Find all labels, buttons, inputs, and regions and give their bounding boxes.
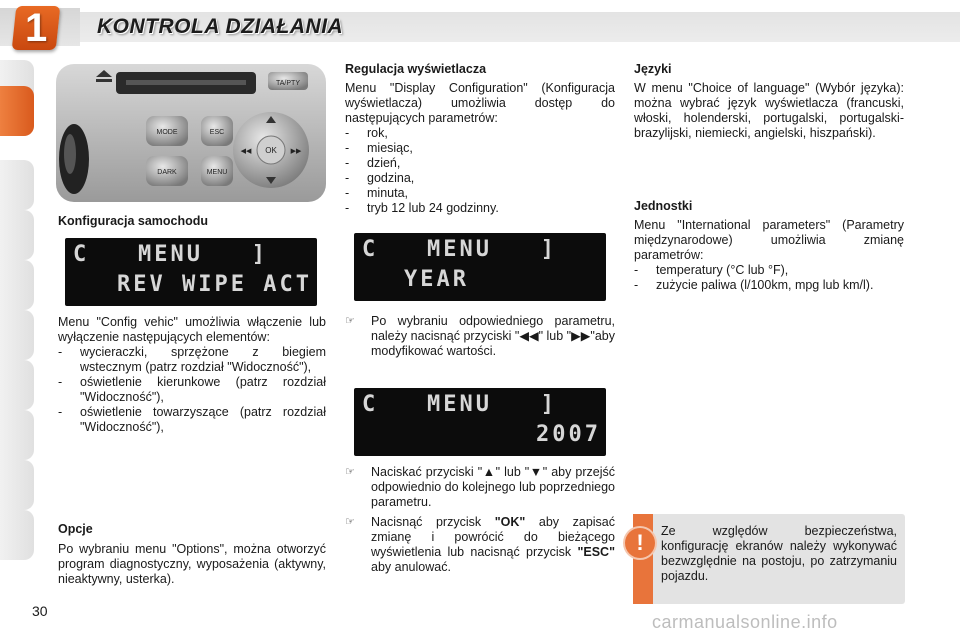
warning-text: Ze względów bezpieczeństwa, konfigurację ekranów należy wykonywać bezwzględnie na postoju, po zatrzymaniu pojazdu. <box>661 524 897 583</box>
list-item: - tryb 12 lub 24 godzinny. <box>345 201 499 215</box>
page-header <box>0 0 960 56</box>
ok-label: OK <box>265 146 277 155</box>
list-item: - dzień, <box>345 156 401 170</box>
languages-text: W menu "Choice of language" (Wybór języka): można wybrać język wyświetlacza (francuski, włoski, holenderski, portugalski, portugalski-brazylijski, niemiecki, angielski, hiszpański). <box>634 81 904 140</box>
eject-icon-base <box>96 79 112 82</box>
chapter-tab[interactable] <box>0 160 34 210</box>
warning-exclamation-icon: ! <box>625 528 655 558</box>
column-units <box>634 199 904 293</box>
options-text: Po wybraniu menu "Options", można otworzyć program diagnostyczny, wyposażenia (aktywny, nieaktywny, usterka). <box>58 542 326 586</box>
lcd-display-rev-wipe <box>65 238 317 306</box>
heading-vehicle-config: Konfiguracja samochodu <box>58 214 209 228</box>
vehicle-config-intro: Menu "Config vehic" umożliwia włączenie lub wyłączenie następujących elementów: <box>58 315 326 344</box>
heading-units: Jednostki <box>634 199 693 213</box>
watermark: carmanualsonline.info <box>652 612 838 632</box>
radio-control-panel-photo <box>56 64 326 202</box>
lcd-line-1: C MENU ] <box>362 237 557 262</box>
list-item: - miesiąc, <box>345 141 413 155</box>
list-item: - wycieraczki, sprzężone z biegiem wstecznym (patrz rozdział "Widoczność"), <box>58 345 326 374</box>
heading-options: Opcje <box>58 522 93 536</box>
chapter-badge <box>12 6 61 50</box>
units-text: Menu "International parameters" (Parametry międzynarodowe) umożliwia zmianę parametrów: <box>634 218 904 262</box>
lcd-line-2: YEAR <box>404 267 469 292</box>
instruction-modify <box>345 314 615 359</box>
instruction-bullet: ☞ Nacisnąć przycisk "OK" aby zapisać zmianę i powrócić do bieżącego wyświetlenia lub nacisnąć przycisk "ESC" aby anulować. <box>345 515 615 574</box>
list-item: - zużycie paliwa (l/100km, mpg lub km/l). <box>634 278 874 292</box>
instruction-navigate <box>345 465 615 575</box>
prev-button-label: ◀◀ <box>240 147 252 155</box>
cd-slot-inner <box>126 80 246 85</box>
lcd-line-2: REV WIPE ACT <box>117 272 312 297</box>
mode-label: MODE <box>156 129 178 136</box>
chapter-tab[interactable] <box>0 410 34 460</box>
pointing-hand-icon: ☞ <box>345 516 355 528</box>
lcd-line-1: C MENU ] <box>73 242 268 267</box>
pointing-hand-icon: ☞ <box>345 466 355 478</box>
dark-label: DARK <box>157 169 177 176</box>
pointing-hand-icon: ☞ <box>345 315 355 327</box>
list-item: - oświetlenie towarzyszące (patrz rozdział "Widoczność"), <box>58 405 326 434</box>
column-display-config <box>345 62 615 216</box>
page-title: KONTROLA DZIAŁANIA <box>97 15 344 38</box>
column-vehicle-config <box>58 214 326 229</box>
list-item: - rok, <box>345 126 388 140</box>
page-number: 30 <box>32 603 48 619</box>
display-config-intro: Menu "Display Configuration" (Konfiguracja wyświetlacza) umożliwia dostęp do następujących parametrów: <box>345 81 615 125</box>
chapter-tab[interactable] <box>0 260 34 310</box>
column-languages <box>634 62 904 141</box>
chapter-tab[interactable] <box>0 510 34 560</box>
next-button-label: ▶▶ <box>290 147 302 155</box>
lcd-display-year <box>354 233 606 301</box>
chapter-tab-active[interactable] <box>0 86 34 136</box>
chapter-tab[interactable] <box>0 360 34 410</box>
left-knob-highlight <box>64 134 76 174</box>
lcd-line-2: 2007 <box>536 422 601 447</box>
menu-label: MENU <box>206 169 228 176</box>
list-item: - godzina, <box>345 171 415 185</box>
instruction-bullet: ☞ Naciskać przyciski "▲" lub "▼" aby przejść odpowiednio do kolejnego lub poprzedniego parametru. <box>345 465 615 509</box>
lcd-display-2007 <box>354 388 606 456</box>
chapter-number: 1 <box>24 6 48 50</box>
ta-pty-label: TA/PTY <box>276 80 300 87</box>
chapter-tab[interactable] <box>0 310 34 360</box>
vehicle-config-text <box>58 315 326 435</box>
esc-label: ESC <box>209 129 225 136</box>
lcd-line-1: C MENU ] <box>362 392 557 417</box>
heading-languages: Języki <box>634 62 672 76</box>
list-item: - oświetlenie kierunkowe (patrz rozdział "Widoczność"), <box>58 375 326 404</box>
safety-warning-box <box>633 514 905 604</box>
instruction-bullet: ☞ Po wybraniu odpowiedniego parametru, należy nacisnąć przyciski "◀◀" lub "▶▶"aby modyfikować wartości. <box>345 314 615 358</box>
list-item: - temperatury (°C lub °F), <box>634 263 789 277</box>
heading-display-config: Regulacja wyświetlacza <box>345 62 487 76</box>
chapter-tab[interactable] <box>0 210 34 260</box>
options-section <box>58 522 326 587</box>
chapter-tab[interactable] <box>0 460 34 510</box>
chapter-tabs <box>0 60 40 580</box>
list-item: - minuta, <box>345 186 408 200</box>
